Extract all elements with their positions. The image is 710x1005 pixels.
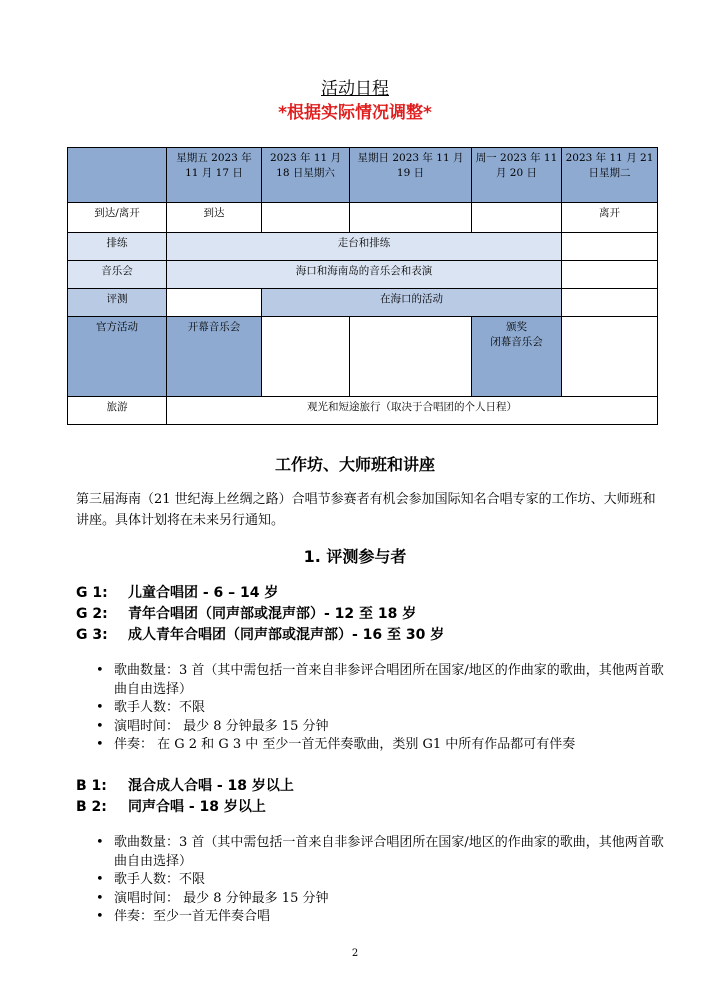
group-code: B 1: <box>76 778 107 794</box>
page-subtitle: *根据实际情况调整* <box>278 103 432 123</box>
list-item: • 演唱时间： 最少 8 分钟最多 15 分钟 <box>96 890 666 909</box>
group-code: G 1: <box>76 585 108 601</box>
workshop-title: 工作坊、大师班和讲座 <box>274 455 435 474</box>
workshop-paragraph: 第三届海南（21 世纪海上丝绸之路）合唱节参赛者有机会参加国际知名合唱专家的工作坊、大师班和讲座。具体计划将在未来另行通知。 <box>76 492 656 528</box>
table-row <box>68 397 658 425</box>
group-b2 <box>76 796 266 816</box>
empty-cell <box>562 261 658 289</box>
row-label-rehearsal: 排练 <box>68 233 167 261</box>
empty-cell <box>350 203 472 233</box>
evaluation-span-cell: 在海口的活动 <box>262 289 562 317</box>
group-desc: 同声合唱 - 18 岁以上 <box>128 799 266 815</box>
table-row <box>68 203 658 233</box>
group-desc: 青年合唱团（同声部或混声部）- 12 至 18 岁 <box>128 606 417 622</box>
schedule-table <box>67 147 658 425</box>
group-code: G 3: <box>76 627 108 643</box>
rehearsal-span-cell: 走台和排练 <box>167 233 562 261</box>
list-item: • 演唱时间： 最少 8 分钟最多 15 分钟 <box>96 718 666 737</box>
concert-span-cell: 海口和海南岛的音乐会和表演 <box>167 261 562 289</box>
empty-cell <box>262 203 350 233</box>
table-row <box>68 317 658 397</box>
group-g2 <box>76 603 416 623</box>
table-row <box>68 289 658 317</box>
section1-title: 1. 评测参与者 <box>303 547 407 566</box>
group-code: B 2: <box>76 799 107 815</box>
group-g3 <box>76 624 444 644</box>
list-item: • 歌手人数：不限 <box>96 699 666 718</box>
header-day-4: 周一 2023 年 11 月 20 日 <box>472 148 562 203</box>
table-row <box>68 261 658 289</box>
row-label-arrival: 到达/离开 <box>68 203 167 233</box>
list-item: • 歌曲数量：3 首（其中需包括一首来自非参评合唱团所在国家/地区的作曲家的歌曲，其他两首歌曲自由选择） <box>96 662 666 699</box>
tour-span-cell: 观光和短途旅行（取决于合唱团的个人日程） <box>167 397 658 425</box>
empty-cell <box>562 289 658 317</box>
group-desc: 儿童合唱团 - 6 – 14 岁 <box>128 585 279 601</box>
header-day-1: 星期五 2023 年 11 月 17 日 <box>167 148 262 203</box>
group-code: G 2: <box>76 606 108 622</box>
opening-concert-cell: 开幕音乐会 <box>167 317 262 397</box>
row-label-concert: 音乐会 <box>68 261 167 289</box>
group-b1 <box>76 775 294 795</box>
header-day-3: 星期日 2023 年 11 月 19 日 <box>350 148 472 203</box>
list-item: • 伴奏：至少一首无伴奏合唱 <box>96 908 666 927</box>
row-label-tour: 旅游 <box>68 397 167 425</box>
departure-cell: 离开 <box>562 203 658 233</box>
empty-cell <box>562 317 658 397</box>
header-day-2: 2023 年 11 月 18 日星期六 <box>262 148 350 203</box>
header-day-5: 2023 年 11 月 21 日星期二 <box>562 148 658 203</box>
page-title: 活动日程 <box>321 79 389 99</box>
list-item: • 歌曲数量：3 首（其中需包括一首来自非参评合唱团所在国家/地区的作曲家的歌曲，其他两首歌曲自由选择） <box>96 834 666 871</box>
row-label-official: 官方活动 <box>68 317 167 397</box>
list-item: • 伴奏： 在 G 2 和 G 3 中 至少一首无伴奏歌曲，类别 G1 中所有作品都可有伴奏 <box>96 736 666 755</box>
header-corner-cell <box>68 148 167 203</box>
arrival-cell: 到达 <box>167 203 262 233</box>
row-label-evaluation: 评测 <box>68 289 167 317</box>
empty-cell <box>167 289 262 317</box>
group-desc: 混合成人合唱 - 18 岁以上 <box>128 778 294 794</box>
page-number: 2 <box>351 948 359 959</box>
b-requirements-list <box>96 834 666 927</box>
table-row <box>68 233 658 261</box>
closing-concert-cell: 颁奖 闭幕音乐会 <box>472 317 562 397</box>
empty-cell <box>472 203 562 233</box>
list-item: • 歌手人数：不限 <box>96 871 666 890</box>
empty-cell <box>262 317 350 397</box>
g-requirements-list <box>96 662 666 755</box>
group-desc: 成人青年合唱团（同声部或混声部）- 16 至 30 岁 <box>128 627 445 643</box>
empty-cell <box>350 317 472 397</box>
empty-cell <box>562 233 658 261</box>
table-header-row <box>68 148 658 203</box>
group-g1 <box>76 582 278 602</box>
